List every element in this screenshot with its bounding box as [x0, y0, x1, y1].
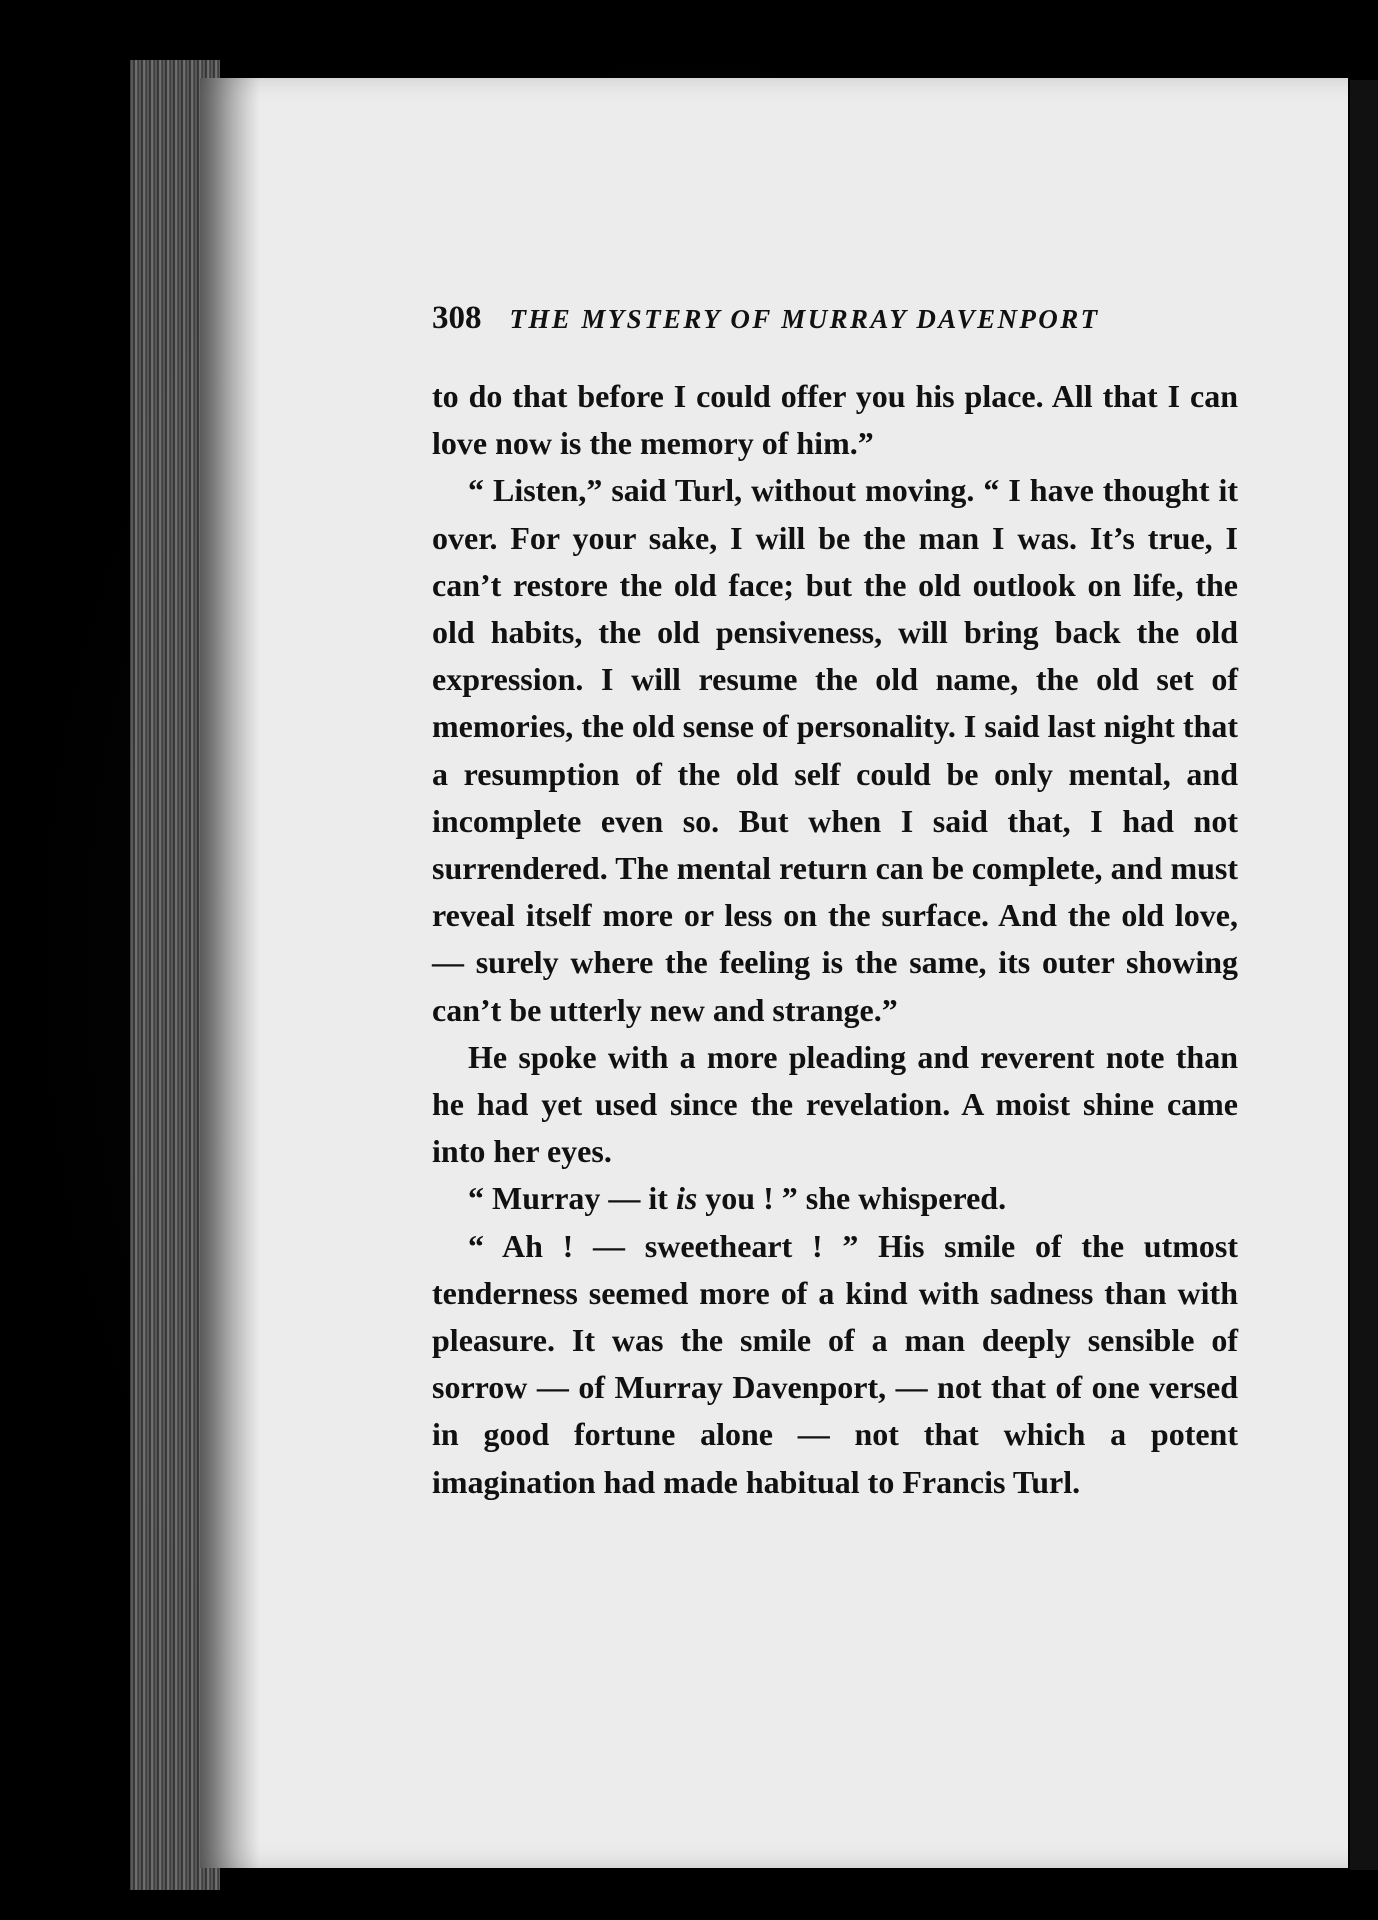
- running-head: [432, 300, 1238, 337]
- page-number: 308: [432, 300, 482, 336]
- paragraph-murray-line: [432, 1175, 1238, 1222]
- paragraph: “ Listen,” said Turl, without moving. “ I have thought it over. For your sake, I will be the man I was. It’s true, I can’t restore the old face; but the old outlook on life, the old habits, the old pensiveness, will bring back the old expression. I will resume the old name, the old set of memories, the old sense of personality. I said last night that a resumption of the old self could be only mental, and incomplete even so. But when I said that, I had not surrendered. The mental return can be complete, and must reveal itself more or less on the surface. And the old love, — surely where the feeling is the same, its outer showing can’t be utterly new and strange.”: [432, 472, 1238, 1028]
- gutter-shadow: [200, 78, 260, 1868]
- paragraph: “ Ah ! — sweetheart ! ” His smile of the utmost tenderness seemed more of a kind with sadness than with pleasure. It was the smile of a man deeply sensible of sorrow — of Murray Davenport, — not that of one versed in good fortune alone — not that which a potent imagination had made habitual to Francis Turl.: [432, 1227, 1238, 1500]
- paragraph: He spoke with a more pleading and reverent note than he had yet used since the revelation. A moist shine came into her eyes.: [432, 1038, 1238, 1170]
- murray-line-emphasis: is: [675, 1180, 698, 1217]
- book-page: [200, 78, 1348, 1868]
- paragraph: to do that before I could offer you his place. All that I can love now is the memory of him.”: [432, 378, 1238, 462]
- murray-line-before: “ Murray — it: [468, 1180, 676, 1217]
- body-text: [432, 373, 1238, 1506]
- murray-line-after: you ! ” she whispered.: [697, 1180, 1007, 1217]
- running-title: THE MYSTERY OF MURRAY DAVENPORT: [509, 304, 1100, 334]
- book-cover-edge: [1350, 80, 1378, 1870]
